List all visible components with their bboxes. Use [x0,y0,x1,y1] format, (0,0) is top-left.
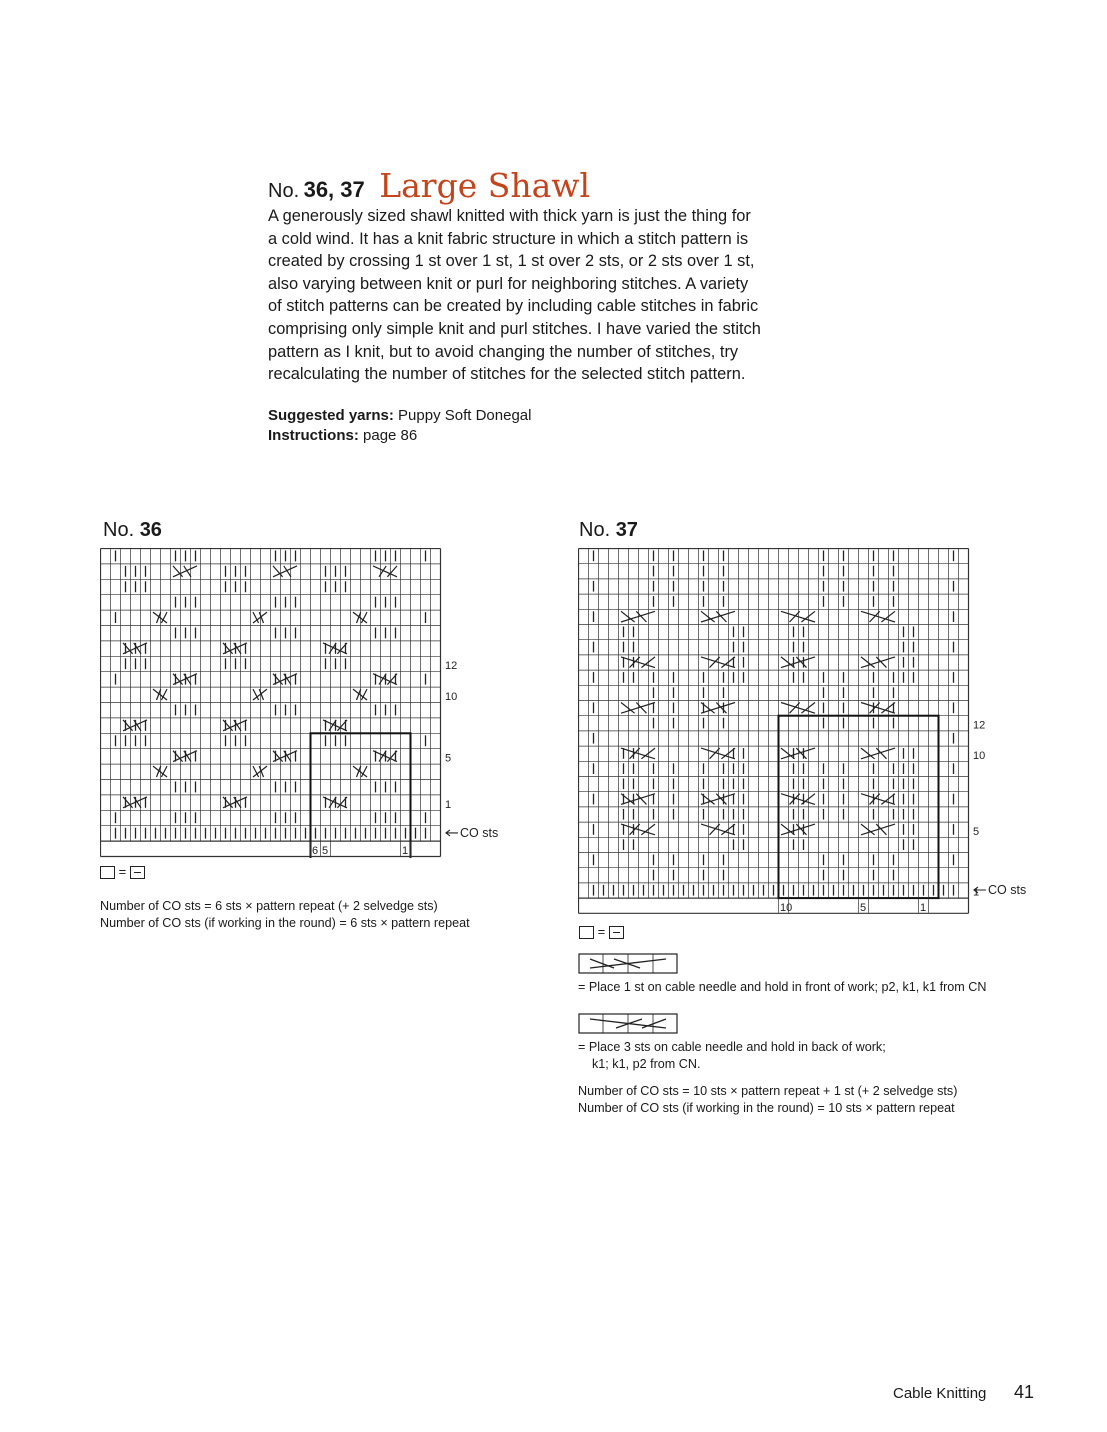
chart36-grid [100,548,520,858]
chart37-label [579,519,638,542]
row-number: 1 [445,798,452,811]
chart37-notes [578,1083,957,1116]
chart37-label-num: 37 [615,519,638,541]
cable-cross [621,794,655,805]
page-number: 41 [1014,1382,1035,1402]
cable-cross [781,794,815,805]
chart36-legend [100,864,145,879]
heading-numbers: 36, 37 [303,177,365,202]
cable-cross [353,689,367,700]
cable-front-symbol-icon [578,953,680,975]
cable-cross [861,794,895,805]
row-number: 10 [973,749,986,762]
intro-line: pattern as I knit, but to avoid changing the number of stitches, try [268,342,739,361]
cable-cross [353,612,367,623]
row-number: 12 [973,719,986,732]
page-heading [268,166,590,205]
chart36-label-num: 36 [139,519,162,541]
cable-cross [701,824,735,835]
cable-cross [353,766,367,777]
cable-cross [621,657,655,668]
cable-back-description [578,1039,886,1072]
cable-cross [253,612,267,623]
knit-square-icon [579,926,594,939]
cable-cross [781,824,815,835]
cable-cross [781,748,815,759]
cable-cross [153,766,167,777]
intro-line: of stitch patterns can be created by including cable stitches in fabric [268,297,759,316]
cable-cross [781,657,815,668]
footer-section: Cable Knitting [893,1385,987,1402]
instructions-row [268,426,531,446]
chart37-note: Number of CO sts (if working in the round) = 10 sts × pattern repeat [578,1100,955,1115]
intro-line: A generously sized shawl knitted with thick yarn is just the thing for [268,207,751,225]
intro-line: also varying between knit or purl for neighboring stitches. A variety [268,274,749,293]
cable-cross [781,611,815,622]
cable-cross [373,566,397,577]
cable-cross [621,703,655,714]
col-number: 1 [402,845,409,857]
row-number: 10 [445,691,458,703]
chart36-label [103,519,162,542]
yarn-value: Puppy Soft Donegal [398,407,532,424]
cable-cross [861,611,895,622]
co-sts-label: CO sts [988,883,1027,897]
chart36-label-prefix: No. [103,519,135,541]
cable-cross [861,748,895,759]
intro-line: comprising only simple knit and purl stitches. I have varied the stitch [268,319,761,338]
co-sts-label: CO sts [460,825,499,840]
col-number: 1 [920,901,927,914]
cable-cross [861,657,895,668]
cable-cross [173,566,197,577]
legend-equals: = [597,924,606,939]
chart36-note: Number of CO sts (if working in the round) = 6 sts × pattern repeat [100,915,470,930]
page-title: Large Shawl [379,166,591,205]
intro-paragraph [268,205,868,386]
cable-cross [861,824,895,835]
purl-square-icon [130,866,145,879]
cable-cross [273,566,297,577]
chart36-note: Number of CO sts = 6 sts × pattern repeat (+ 2 selvedge sts) [100,899,438,913]
cable-back-symbol-icon [578,1013,680,1035]
cable-cross [253,689,267,700]
cable-cross [621,748,655,759]
chart36-notes [100,898,470,931]
row-number: 1 [973,886,980,899]
chart37-note: Number of CO sts = 10 sts × pattern repeat + 1 st (+ 2 selvedge sts) [578,1084,958,1098]
row-number: 12 [445,660,458,673]
col-number: 5 [322,845,329,857]
instructions-label: Instructions: [268,427,359,444]
cable-front-description: = Place 1 st on cable needle and hold in front of work; p2, k1, k1 from CN [578,980,987,994]
cable-cross [701,794,735,805]
cable-cross [253,766,267,777]
intro-line: a cold wind. It has a knit fabric structure in which a stitch pattern is [268,229,749,248]
cable-cross [701,611,735,622]
cable-cross [701,748,735,759]
legend-equals: = [118,864,127,879]
cable-cross [153,612,167,623]
instructions-value: page 86 [363,427,418,444]
chart37-legend [579,924,624,939]
co-arrow-icon [446,830,458,836]
cable-cross [781,703,815,714]
col-number: 6 [312,845,319,857]
cable-back-line: = Place 3 sts on cable needle and hold in back of work; [578,1040,886,1054]
row-number: 5 [445,752,452,765]
yarn-label: Suggested yarns: [268,407,394,424]
knit-square-icon [100,866,115,879]
purl-square-icon [609,926,624,939]
cable-cross [861,703,895,714]
cable-cross [621,611,655,622]
intro-line: recalculating the number of stitches for the selected stitch pattern. [268,365,746,384]
heading-no-prefix: No. [268,180,300,202]
row-number: 5 [973,825,980,838]
chart37-label-prefix: No. [579,519,611,541]
col-number: 10 [780,901,793,914]
col-number: 5 [860,901,867,914]
cable-cross [701,703,735,714]
pattern-meta [268,406,531,446]
intro-line: created by crossing 1 st over 1 st, 1 st over 2 sts, or 2 sts over 1 st, [268,252,755,271]
cable-cross [153,689,167,700]
yarn-row [268,406,531,426]
cable-cross [621,824,655,835]
chart37-grid [578,548,1048,916]
cable-back-line: k1; k1, p2 from CN. [592,1056,701,1071]
cable-cross [701,657,735,668]
